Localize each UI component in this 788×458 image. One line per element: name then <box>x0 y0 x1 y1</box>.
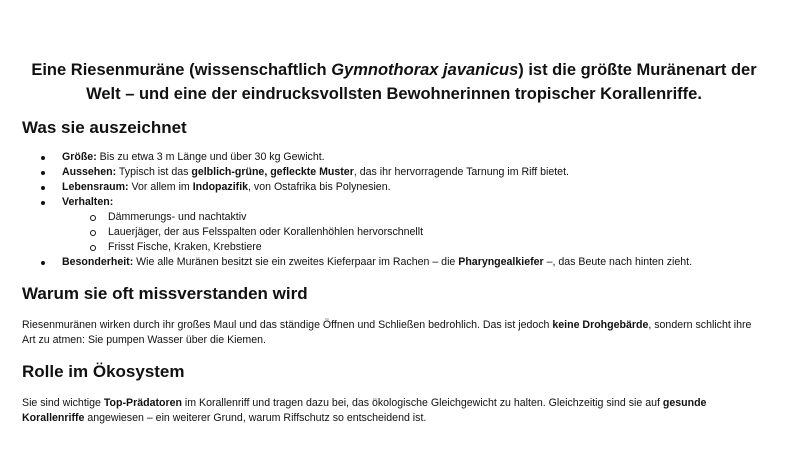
item-bold: Pharyngealkiefer <box>458 256 544 268</box>
sub-item: Dämmerungs- und nachtaktiv <box>78 210 692 225</box>
paragraph-missverstanden <box>22 318 762 348</box>
para-text: Sie sind wichtige <box>22 397 104 409</box>
item-label: Lebensraum: <box>62 181 129 193</box>
sub-item: Frisst Fische, Kraken, Krebstiere <box>78 240 692 255</box>
document-title <box>18 58 770 106</box>
behavior-sublist <box>62 210 692 255</box>
para-text: , sondern schlicht ihre Art zu atmen: Sie pumpen Wasser über die Kiemen. <box>22 319 752 346</box>
item-label: Größe: <box>62 151 97 163</box>
para-bold: keine Drohgebärde <box>552 319 649 331</box>
para-bold: Top-Prädatoren <box>103 397 182 409</box>
item-bold: gelblich-grüne, gefleckte Muster <box>191 166 354 178</box>
item-label: Verhalten: <box>62 196 114 208</box>
para-bold: gesunde Korallenriffe <box>22 397 707 424</box>
para-text: angewiesen – ein weiterer Grund, warum Riffschutz so entscheidend ist. <box>84 412 427 424</box>
item-text: Wie alle Muränen besitzt sie ein zweites Kieferpaar im Rachen – die <box>133 256 459 268</box>
para-text: Riesenmuränen wirken durch ihr großes Maul und das ständige Öffnen und Schließen bedrohlich. Das ist jedoch <box>22 319 553 331</box>
item-text: , von Ostafrika bis Polynesien. <box>248 181 391 193</box>
item-text: Vor allem im <box>128 181 193 193</box>
item-label: Besonderheit: <box>62 256 134 268</box>
list-item-besonderheit <box>22 255 692 270</box>
item-bold: Indopazifik <box>192 181 249 193</box>
item-text: Typisch ist das <box>116 166 192 178</box>
paragraph-oekosystem <box>22 396 762 426</box>
heading-missverstanden: Warum sie oft missverstanden wird <box>22 284 308 303</box>
list-item-lebensraum <box>22 180 692 195</box>
para-text: im Korallenriff und tragen dazu bei, das ökologische Gleichgewicht zu halten. Gleichzeitig sind sie auf <box>181 397 663 409</box>
sub-item: Lauerjäger, der aus Felsspalten oder Korallenhöhlen hervorschnellt <box>78 225 692 240</box>
title-scientific-name: Gymnothorax javanicus <box>331 61 519 79</box>
heading-rolle-im-oekosystem: Rolle im Ökosystem <box>22 362 185 381</box>
item-label: Aussehen: <box>62 166 117 178</box>
list-item-aussehen <box>22 165 692 180</box>
item-text: Bis zu etwa 3 m Länge und über 30 kg Gewicht. <box>96 151 325 163</box>
feature-list <box>22 150 692 270</box>
item-text: , das ihr hervorragende Tarnung im Riff bietet. <box>353 166 569 178</box>
title-part2: ) ist die größte Muränenart der Welt – und eine der eindrucksvollsten Bewohnerinnen tropischer Korallenriffe. <box>86 61 757 103</box>
list-item-verhalten <box>22 195 692 255</box>
title-part1: Eine Riesenmuräne (wissenschaftlich <box>31 61 332 79</box>
list-item-groesse <box>22 150 692 165</box>
heading-was-sie-auszeichnet: Was sie auszeichnet <box>22 118 187 137</box>
item-text: –, das Beute nach hinten zieht. <box>543 256 693 268</box>
